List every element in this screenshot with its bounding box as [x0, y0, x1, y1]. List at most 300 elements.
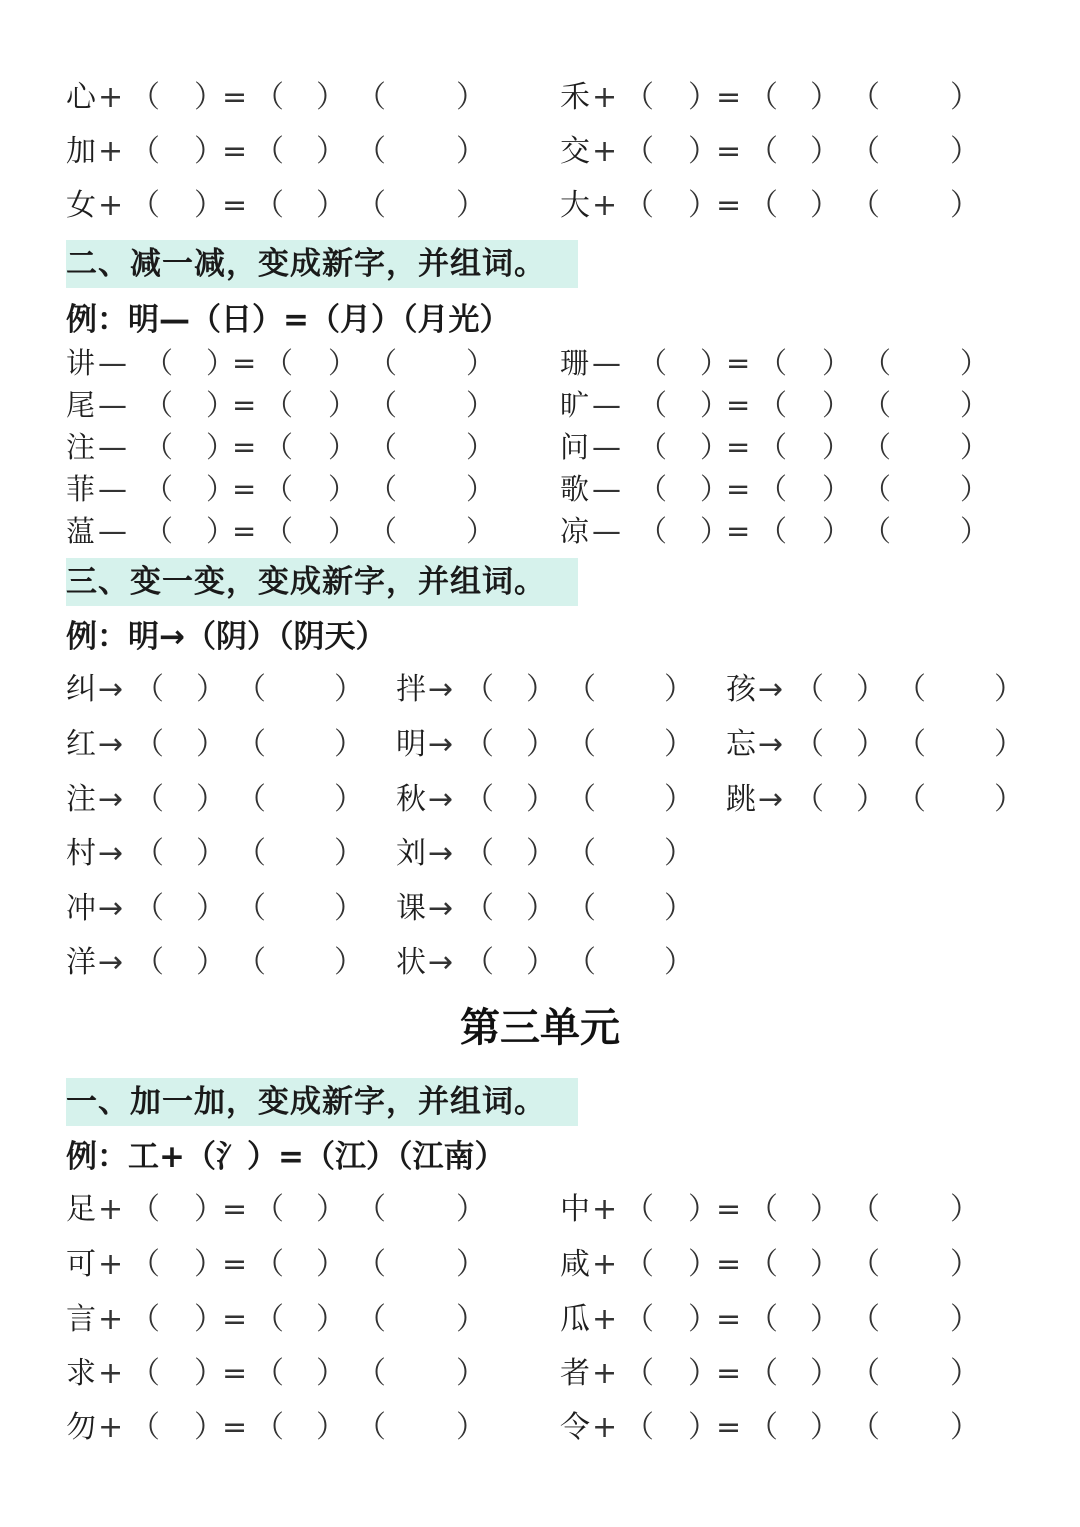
blank-open: （: [464, 672, 494, 707]
blank-open: （: [624, 1356, 654, 1391]
blank-close: ）: [856, 782, 886, 817]
blank-close: ）: [700, 472, 730, 506]
blank-open: （: [624, 80, 654, 115]
blank-close: ）: [700, 346, 730, 380]
blank-open: （: [758, 388, 788, 422]
blank-open: （: [144, 346, 174, 380]
blank-close: ）: [688, 1410, 718, 1445]
blank-open: （: [464, 727, 494, 762]
base-character: 注: [66, 782, 96, 817]
operator-sign: +: [592, 134, 618, 169]
blank-open: （: [134, 782, 164, 817]
blank-close: ）: [688, 1302, 718, 1337]
blank-open: （: [134, 727, 164, 762]
blank-open: （: [130, 1247, 160, 1282]
operator-sign: →: [428, 782, 454, 817]
blank-close: ）: [688, 188, 718, 223]
blank-close: ）: [950, 1356, 980, 1391]
blank-open: （: [624, 134, 654, 169]
blank-open: （: [850, 188, 880, 223]
blank-open: （: [368, 430, 398, 464]
base-character: 咸: [560, 1247, 590, 1282]
blank-open: （: [862, 346, 892, 380]
example-line: 例：工+（氵）=（江）（江南）: [66, 1139, 506, 1175]
blank-open: （: [464, 836, 494, 871]
base-character: 歌: [560, 472, 590, 506]
base-character: 令: [560, 1410, 590, 1445]
blank-close: ）: [194, 1247, 224, 1282]
blank-open: （: [638, 514, 668, 548]
blank-close: ）: [950, 1192, 980, 1227]
blank-open: （: [758, 346, 788, 380]
blank-close: ）: [206, 346, 236, 380]
blank-close: ）: [810, 188, 840, 223]
base-character: 村: [66, 836, 96, 871]
blank-close: ）: [194, 80, 224, 115]
blank-open: （: [236, 945, 266, 980]
operator-sign: +: [98, 188, 124, 223]
blank-close: ）: [950, 188, 980, 223]
blank-close: ）: [526, 891, 556, 926]
blank-open: （: [638, 472, 668, 506]
blank-open: （: [748, 1192, 778, 1227]
example-line: 例：明→（阴）（阴天）: [66, 619, 387, 655]
equals-sign: =: [716, 134, 742, 169]
blank-close: ）: [194, 1302, 224, 1337]
blank-open: （: [130, 80, 160, 115]
blank-open: （: [850, 1192, 880, 1227]
blank-open: （: [130, 188, 160, 223]
operator-sign: →: [98, 836, 124, 871]
blank-close: ）: [810, 1356, 840, 1391]
blank-open: （: [236, 836, 266, 871]
base-character: 心: [66, 80, 96, 115]
blank-open: （: [368, 346, 398, 380]
blank-close: ）: [950, 1247, 980, 1282]
base-character: 中: [560, 1192, 590, 1227]
base-character: 求: [66, 1356, 96, 1391]
blank-open: （: [356, 1410, 386, 1445]
operator-sign: →: [428, 727, 454, 762]
blank-close: ）: [960, 430, 990, 464]
base-character: 跳: [726, 782, 756, 817]
blank-open: （: [254, 1192, 284, 1227]
base-character: 言: [66, 1302, 96, 1337]
operator-sign: +: [592, 188, 618, 223]
blank-close: ）: [328, 388, 358, 422]
blank-close: ）: [960, 472, 990, 506]
equals-sign: =: [716, 1356, 742, 1391]
blank-open: （: [130, 1356, 160, 1391]
base-character: 珊: [560, 346, 590, 380]
blank-close: ）: [194, 1410, 224, 1445]
blank-open: （: [356, 1356, 386, 1391]
equals-sign: =: [716, 1302, 742, 1337]
base-character: 冲: [66, 891, 96, 926]
blank-open: （: [862, 514, 892, 548]
base-character: 可: [66, 1247, 96, 1282]
blank-close: ）: [328, 346, 358, 380]
blank-open: （: [748, 188, 778, 223]
blank-close: ）: [950, 1410, 980, 1445]
blank-open: （: [264, 388, 294, 422]
blank-close: ）: [856, 727, 886, 762]
base-character: 加: [66, 134, 96, 169]
equals-sign: =: [222, 1247, 248, 1282]
blank-open: （: [356, 134, 386, 169]
blank-open: （: [134, 836, 164, 871]
blank-open: （: [464, 782, 494, 817]
blank-open: （: [130, 134, 160, 169]
blank-open: （: [638, 388, 668, 422]
blank-close: ）: [950, 1302, 980, 1337]
blank-close: ）: [456, 188, 486, 223]
equals-sign: =: [222, 1356, 248, 1391]
blank-open: （: [254, 1247, 284, 1282]
blank-open: （: [748, 1302, 778, 1337]
blank-close: ）: [456, 134, 486, 169]
base-character: 问: [560, 430, 590, 464]
equals-sign: =: [716, 1192, 742, 1227]
blank-open: （: [368, 388, 398, 422]
blank-close: ）: [328, 430, 358, 464]
unit-title: 第三单元: [460, 1005, 620, 1051]
blank-open: （: [264, 472, 294, 506]
blank-open: （: [356, 188, 386, 223]
blank-open: （: [850, 80, 880, 115]
blank-open: （: [850, 1410, 880, 1445]
equals-sign: =: [232, 388, 257, 422]
operator-sign: —: [592, 430, 621, 464]
blank-open: （: [862, 430, 892, 464]
blank-close: ）: [334, 836, 364, 871]
blank-open: （: [748, 134, 778, 169]
blank-close: ）: [960, 388, 990, 422]
blank-open: （: [264, 514, 294, 548]
equals-sign: =: [222, 1192, 248, 1227]
equals-sign: =: [726, 388, 751, 422]
equals-sign: =: [232, 472, 257, 506]
blank-close: ）: [334, 782, 364, 817]
operator-sign: →: [758, 782, 784, 817]
blank-close: ）: [194, 1192, 224, 1227]
blank-close: ）: [664, 836, 694, 871]
blank-open: （: [850, 1356, 880, 1391]
blank-open: （: [850, 134, 880, 169]
example-line: 例：明—（日）=（月）（月光）: [66, 302, 511, 338]
blank-close: ）: [810, 1410, 840, 1445]
blank-open: （: [464, 891, 494, 926]
base-character: 足: [66, 1192, 96, 1227]
section-heading: 二、减一减，变成新字，并组词。: [66, 246, 546, 282]
blank-close: ）: [688, 80, 718, 115]
blank-open: （: [794, 672, 824, 707]
blank-close: ）: [822, 430, 852, 464]
blank-open: （: [356, 1302, 386, 1337]
equals-sign: =: [716, 1410, 742, 1445]
blank-close: ）: [526, 672, 556, 707]
blank-open: （: [368, 514, 398, 548]
blank-open: （: [254, 188, 284, 223]
blank-close: ）: [856, 672, 886, 707]
blank-close: ）: [810, 80, 840, 115]
base-character: 凉: [560, 514, 590, 548]
blank-open: （: [144, 430, 174, 464]
blank-open: （: [850, 1302, 880, 1337]
section-heading: 一、加一加，变成新字，并组词。: [66, 1084, 546, 1120]
blank-close: ）: [206, 430, 236, 464]
operator-sign: +: [98, 1247, 124, 1282]
equals-sign: =: [726, 514, 751, 548]
blank-open: （: [748, 1356, 778, 1391]
blank-close: ）: [700, 430, 730, 464]
section-heading: 三、变一变，变成新字，并组词。: [66, 564, 546, 600]
operator-sign: +: [592, 1302, 618, 1337]
blank-open: （: [758, 472, 788, 506]
blank-close: ）: [334, 891, 364, 926]
blank-close: ）: [526, 782, 556, 817]
blank-close: ）: [334, 672, 364, 707]
base-character: 拌: [396, 672, 426, 707]
operator-sign: →: [428, 945, 454, 980]
blank-close: ）: [194, 188, 224, 223]
blank-close: ）: [456, 1410, 486, 1445]
base-character: 刘: [396, 836, 426, 871]
blank-close: ）: [316, 1247, 346, 1282]
base-character: 状: [396, 945, 426, 980]
blank-close: ）: [688, 1356, 718, 1391]
blank-close: ）: [316, 134, 346, 169]
equals-sign: =: [232, 430, 257, 464]
blank-open: （: [236, 727, 266, 762]
blank-open: （: [264, 346, 294, 380]
blank-open: （: [862, 472, 892, 506]
blank-open: （: [794, 782, 824, 817]
blank-close: ）: [334, 945, 364, 980]
equals-sign: =: [726, 346, 751, 380]
operator-sign: —: [98, 388, 127, 422]
equals-sign: =: [232, 514, 257, 548]
blank-close: ）: [688, 1247, 718, 1282]
equals-sign: =: [222, 134, 248, 169]
blank-close: ）: [810, 1247, 840, 1282]
base-character: 旷: [560, 388, 590, 422]
blank-open: （: [624, 188, 654, 223]
blank-open: （: [254, 134, 284, 169]
operator-sign: →: [98, 891, 124, 926]
equals-sign: =: [222, 80, 248, 115]
blank-open: （: [566, 727, 596, 762]
operator-sign: →: [428, 836, 454, 871]
blank-close: ）: [466, 514, 496, 548]
operator-sign: →: [428, 891, 454, 926]
blank-close: ）: [810, 1192, 840, 1227]
operator-sign: +: [98, 80, 124, 115]
blank-close: ）: [822, 472, 852, 506]
blank-open: （: [794, 727, 824, 762]
blank-close: ）: [950, 80, 980, 115]
operator-sign: →: [98, 672, 124, 707]
base-character: 纠: [66, 672, 96, 707]
blank-open: （: [896, 782, 926, 817]
operator-sign: +: [592, 1356, 618, 1391]
blank-open: （: [624, 1302, 654, 1337]
operator-sign: —: [592, 388, 621, 422]
base-character: 洋: [66, 945, 96, 980]
blank-close: ）: [822, 346, 852, 380]
blank-close: ）: [194, 134, 224, 169]
blank-close: ）: [316, 1356, 346, 1391]
blank-open: （: [758, 430, 788, 464]
base-character: 讲: [66, 346, 96, 380]
operator-sign: →: [758, 727, 784, 762]
blank-open: （: [368, 472, 398, 506]
blank-open: （: [254, 1356, 284, 1391]
blank-close: ）: [700, 514, 730, 548]
blank-open: （: [624, 1410, 654, 1445]
blank-close: ）: [456, 1302, 486, 1337]
blank-close: ）: [316, 188, 346, 223]
blank-close: ）: [810, 134, 840, 169]
operator-sign: →: [758, 672, 784, 707]
blank-open: （: [130, 1302, 160, 1337]
blank-open: （: [566, 891, 596, 926]
operator-sign: +: [592, 80, 618, 115]
blank-close: ）: [664, 891, 694, 926]
blank-close: ）: [960, 514, 990, 548]
blank-close: ）: [950, 134, 980, 169]
blank-close: ）: [700, 388, 730, 422]
base-character: 红: [66, 727, 96, 762]
blank-close: ）: [526, 727, 556, 762]
blank-close: ）: [526, 836, 556, 871]
blank-close: ）: [664, 727, 694, 762]
base-character: 忘: [726, 727, 756, 762]
operator-sign: +: [98, 1356, 124, 1391]
blank-close: ）: [196, 836, 226, 871]
operator-sign: +: [98, 1410, 124, 1445]
blank-close: ）: [196, 945, 226, 980]
equals-sign: =: [716, 188, 742, 223]
base-character: 尾: [66, 388, 96, 422]
base-character: 者: [560, 1356, 590, 1391]
blank-close: ）: [456, 1356, 486, 1391]
base-character: 禾: [560, 80, 590, 115]
base-character: 蕰: [66, 514, 96, 548]
blank-open: （: [748, 80, 778, 115]
operator-sign: —: [592, 472, 621, 506]
blank-open: （: [566, 836, 596, 871]
equals-sign: =: [726, 472, 751, 506]
blank-open: （: [748, 1247, 778, 1282]
blank-close: ）: [456, 1192, 486, 1227]
blank-open: （: [264, 430, 294, 464]
blank-close: ）: [526, 945, 556, 980]
blank-open: （: [144, 472, 174, 506]
blank-open: （: [134, 891, 164, 926]
operator-sign: —: [98, 430, 127, 464]
blank-open: （: [144, 388, 174, 422]
blank-open: （: [748, 1410, 778, 1445]
blank-close: ）: [822, 388, 852, 422]
operator-sign: +: [98, 134, 124, 169]
operator-sign: →: [98, 782, 124, 817]
blank-close: ）: [328, 514, 358, 548]
blank-close: ）: [206, 388, 236, 422]
blank-close: ）: [466, 430, 496, 464]
blank-close: ）: [466, 472, 496, 506]
blank-open: （: [130, 1410, 160, 1445]
operator-sign: +: [98, 1192, 124, 1227]
blank-open: （: [236, 672, 266, 707]
blank-open: （: [464, 945, 494, 980]
base-character: 明: [396, 727, 426, 762]
blank-open: （: [144, 514, 174, 548]
blank-close: ）: [466, 388, 496, 422]
blank-close: ）: [466, 346, 496, 380]
operator-sign: —: [98, 472, 127, 506]
blank-close: ）: [822, 514, 852, 548]
base-character: 菲: [66, 472, 96, 506]
blank-open: （: [850, 1247, 880, 1282]
blank-open: （: [356, 80, 386, 115]
blank-open: （: [566, 672, 596, 707]
blank-open: （: [624, 1192, 654, 1227]
blank-close: ）: [688, 1192, 718, 1227]
blank-close: ）: [316, 80, 346, 115]
blank-open: （: [356, 1247, 386, 1282]
blank-close: ）: [316, 1192, 346, 1227]
blank-close: ）: [328, 472, 358, 506]
operator-sign: —: [592, 346, 621, 380]
operator-sign: —: [98, 346, 127, 380]
blank-close: ）: [810, 1302, 840, 1337]
blank-close: ）: [994, 727, 1024, 762]
blank-close: ）: [456, 1247, 486, 1282]
blank-close: ）: [206, 514, 236, 548]
operator-sign: +: [98, 1302, 124, 1337]
base-character: 瓜: [560, 1302, 590, 1337]
blank-open: （: [566, 782, 596, 817]
blank-close: ）: [196, 672, 226, 707]
equals-sign: =: [222, 1410, 248, 1445]
blank-open: （: [638, 346, 668, 380]
base-character: 勿: [66, 1410, 96, 1445]
operator-sign: —: [98, 514, 127, 548]
blank-open: （: [638, 430, 668, 464]
base-character: 孩: [726, 672, 756, 707]
blank-open: （: [236, 891, 266, 926]
base-character: 女: [66, 188, 96, 223]
blank-close: ）: [994, 782, 1024, 817]
blank-close: ）: [194, 1356, 224, 1391]
blank-open: （: [254, 80, 284, 115]
operator-sign: →: [428, 672, 454, 707]
blank-open: （: [254, 1410, 284, 1445]
blank-open: （: [134, 945, 164, 980]
blank-close: ）: [664, 782, 694, 817]
base-character: 大: [560, 188, 590, 223]
blank-open: （: [134, 672, 164, 707]
blank-open: （: [130, 1192, 160, 1227]
blank-close: ）: [196, 782, 226, 817]
equals-sign: =: [716, 80, 742, 115]
blank-close: ）: [960, 346, 990, 380]
equals-sign: =: [716, 1247, 742, 1282]
blank-open: （: [896, 727, 926, 762]
base-character: 交: [560, 134, 590, 169]
base-character: 注: [66, 430, 96, 464]
